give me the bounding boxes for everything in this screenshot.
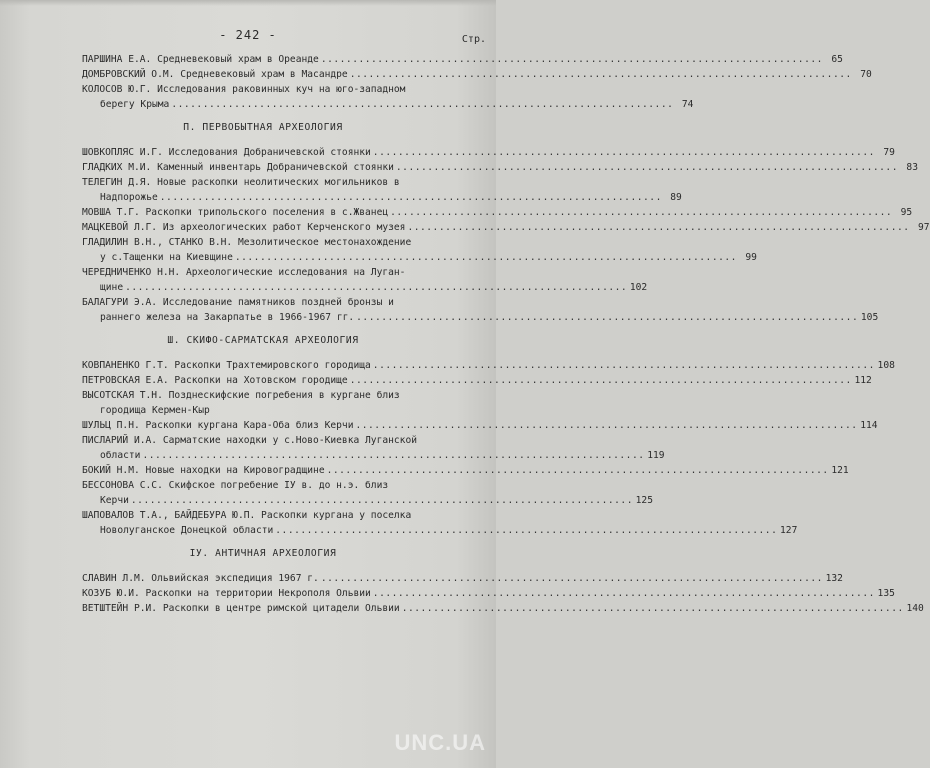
entry-page-number: 112 [854, 375, 872, 386]
entry-page-number: 89 [670, 192, 682, 203]
entry-author-title: ЧЕРЕДНИЧЕНКО Н.Н. Археологические исследования на Луган- [82, 267, 406, 278]
entry-page-number: 99 [745, 252, 757, 263]
entry-author-title: ВЕТШТЕЙН Р.И. Раскопки в центре римской цитадели Ольвии [82, 603, 400, 614]
dot-leader: ................................................................................ [401, 603, 904, 614]
dot-leader: ................................................................................ [320, 54, 823, 65]
entry-page-number: 140 [906, 603, 924, 614]
entry-title-continuation: Новолуганское Донецкой области [100, 525, 274, 536]
dot-leader: ................................................................................ [407, 222, 910, 233]
toc-entry [82, 265, 648, 295]
entry-page-number: 119 [647, 450, 665, 461]
section-title: П. ПЕРВОБЫТНАЯ АРХЕОЛОГИЯ [183, 122, 343, 133]
entry-author-title: ГЛАДИЛИН В.Н., СТАНКО В.Н. Мезолитическое местонахождение [82, 237, 412, 248]
dot-leader: ................................................................................ [355, 420, 858, 431]
dot-leader: ................................................................................ [349, 69, 852, 80]
entry-page-number: 74 [681, 99, 694, 110]
toc-entry [82, 160, 918, 175]
toc-entry [82, 586, 895, 601]
toc-entry [82, 358, 895, 373]
entry-page-number: 108 [877, 360, 895, 371]
entry-page-number: 97 [917, 222, 930, 233]
table-of-contents [82, 52, 930, 616]
entry-author-title: ДОМБРОВСКИЙ О.М. Средневековый храм в Масандре [82, 69, 348, 80]
entry-author-title: ШАПОВАЛОВ Т.А., БАЙДЕБУРА Ю.П. Раскопки кургана у поселка [82, 510, 412, 521]
section-title: IУ. АНТИЧНАЯ АРХЕОЛОГИЯ [189, 548, 337, 559]
entry-page-number: 95 [900, 207, 913, 218]
entry-title-continuation: Керчи [100, 495, 129, 506]
entry-author-title: КОЗУБ Ю.И. Раскопки на территории Некрополя Ольвии [82, 588, 371, 599]
toc-entry [82, 82, 694, 112]
entry-title-continuation: городища Кермен-Кыр [100, 405, 210, 416]
dot-leader: ................................................................................ [159, 192, 662, 203]
dot-leader: ................................................................................ [395, 162, 898, 173]
toc-entry [82, 67, 872, 82]
dot-leader: ................................................................................ [372, 588, 875, 599]
entry-author-title: МОВША Т.Г. Раскопки трипольского поселения в с.Жванец [82, 207, 389, 218]
scan-edge-shadow [0, 0, 496, 6]
dot-leader: ................................................................................ [320, 573, 823, 584]
entry-author-title: ПИСЛАРИЙ И.А. Сарматские находки у с.Ново-Киевка Луганской [82, 435, 418, 446]
dot-leader: ................................................................................ [390, 207, 893, 218]
entry-title-continuation: берегу Крыма [100, 99, 170, 110]
dot-leader: ................................................................................ [125, 282, 628, 293]
toc-entry [82, 571, 843, 586]
toc-entry [82, 235, 757, 265]
dot-leader: ................................................................................ [142, 450, 645, 461]
entry-author-title: ПЕТРОВСКАЯ Е.А. Раскопки на Хотовском городище [82, 375, 348, 386]
entry-author-title: КОЛОСОВ Ю.Г. Исследования раковинных куч на юго-западном [82, 84, 406, 95]
toc-entry [82, 205, 913, 220]
entry-page-number: 121 [831, 465, 849, 476]
entry-author-title: ВЫСОТСКАЯ Т.Н. Позднескифские погребения в кургане близ [82, 390, 400, 401]
toc-entry [82, 433, 665, 463]
entry-page-number: 127 [780, 525, 798, 536]
entry-title-continuation: у с.Тащенки на Киевщине [100, 252, 233, 263]
entry-author-title: СЛАВИН Л.М. Ольвийская экспедиция 1967 г. [82, 573, 319, 584]
entry-author-title: БЕССОНОВА С.С. Скифское погребение IУ в. до н.э. близ [82, 480, 389, 491]
entry-author-title: МАЦКЕВОЙ Л.Г. Из археологических работ Керченского музея [82, 222, 406, 233]
dot-leader: ................................................................................ [372, 147, 875, 158]
dot-leader: ................................................................................ [326, 465, 829, 476]
entry-page-number: 114 [860, 420, 878, 431]
entry-page-number: 135 [877, 588, 895, 599]
dot-leader: ................................................................................ [356, 312, 859, 323]
dot-leader: ................................................................................ [349, 375, 852, 386]
entry-page-number: 79 [883, 147, 895, 158]
dot-leader: ................................................................................ [372, 360, 875, 371]
watermark-logo: UNC.UA [394, 730, 486, 755]
entry-title-continuation: области [100, 450, 141, 461]
entry-page-number: 102 [629, 282, 648, 293]
toc-entry [82, 508, 798, 538]
entry-author-title: ШУЛЬЦ П.Н. Раскопки кургана Кара-Оба близ Керчи [82, 420, 354, 431]
toc-entry [82, 295, 879, 325]
entry-author-title: БАЛАГУРИ Э.А. Исследование памятников поздней бронзы и [82, 297, 394, 308]
toc-entry [82, 220, 930, 235]
toc-entry [82, 388, 444, 418]
toc-entry [82, 601, 924, 616]
toc-entry [82, 373, 872, 388]
entry-page-number: 125 [635, 495, 653, 506]
entry-author-title: ШОВКОПЛЯС И.Г. Исследования Добраничевской стоянки [82, 147, 371, 158]
toc-entry [82, 418, 878, 433]
dot-leader: ................................................................................ [275, 525, 778, 536]
entry-title-continuation: щине [100, 282, 124, 293]
entry-page-number: 105 [860, 312, 879, 323]
dot-leader: ................................................................................ [130, 495, 633, 506]
page-column-header: Стр. [461, 34, 486, 45]
entry-author-title: БОКИЙ Н.М. Новые находки на Кировоградщине [82, 465, 325, 476]
entry-page-number: 132 [825, 573, 843, 584]
entry-title-continuation: Надпорожье [100, 192, 158, 203]
toc-entry [82, 463, 849, 478]
entry-author-title: ТЕЛЕГИН Д.Я. Новые раскопки неолитических могильников в [82, 177, 400, 188]
entry-author-title: ГЛАДКИХ М.И. Каменный инвентарь Добраничевской стоянки [82, 162, 394, 173]
dot-leader: ................................................................................ [171, 99, 674, 110]
toc-entry [82, 478, 653, 508]
entry-author-title: ПАРШИНА Е.А. Средневековый храм в Ореанде [82, 54, 319, 65]
entry-page-number: 65 [831, 54, 843, 65]
page-number: - 242 - [219, 28, 277, 42]
section-title: Ш. СКИФО-САРМАТСКАЯ АРХЕОЛОГИЯ [167, 335, 359, 346]
entry-author-title: КОВПАНЕНКО Г.Т. Раскопки Трахтемировского городища [82, 360, 371, 371]
toc-entry [82, 145, 895, 160]
entry-title-continuation: раннего железа на Закарпатье в 1966-1967 гг. [100, 312, 355, 323]
dot-leader: ................................................................................ [234, 252, 737, 263]
entry-page-number: 83 [906, 162, 918, 173]
toc-entry [82, 175, 682, 205]
entry-page-number: 70 [860, 69, 872, 80]
toc-entry [82, 52, 843, 67]
